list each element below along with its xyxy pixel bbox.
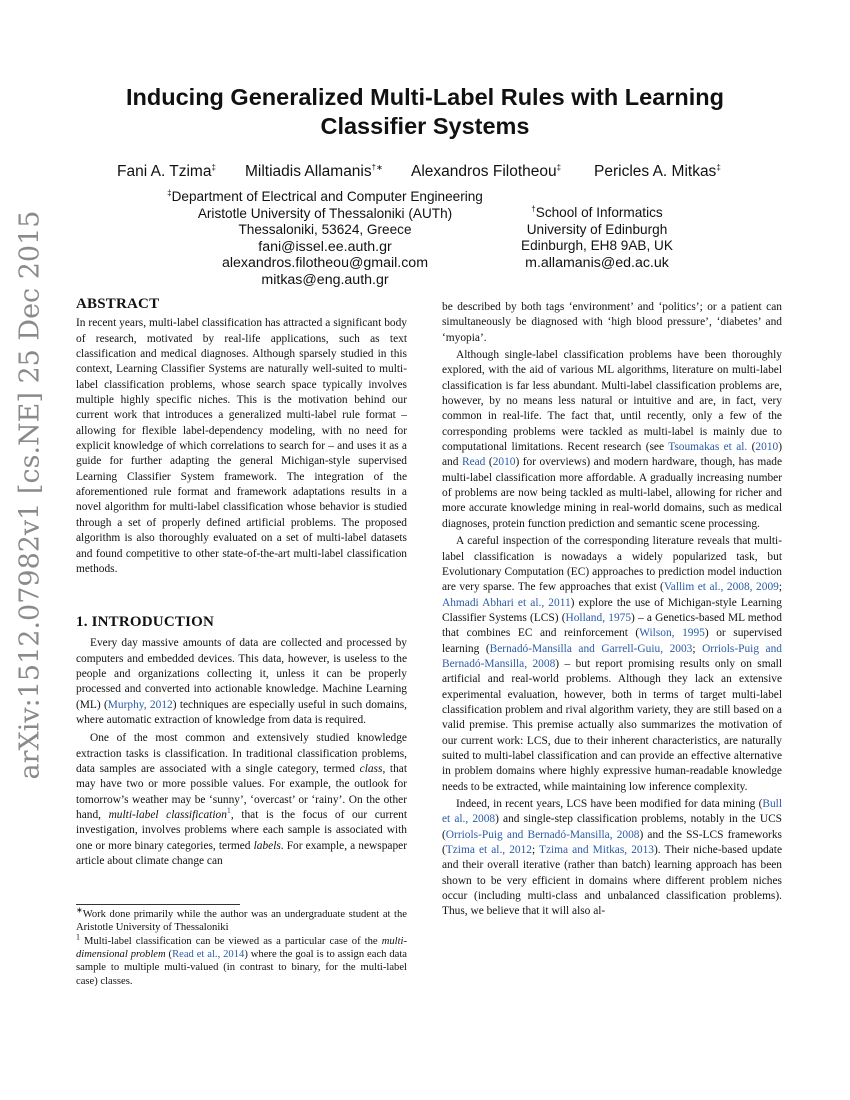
arxiv-identifier: arXiv:1512.07982v1 [cs.NE] 25 Dec 2015: [14, 210, 46, 780]
citation-link[interactable]: Murphy, 2012: [107, 698, 173, 711]
citation-link[interactable]: Tsoumakas et al.: [668, 441, 748, 454]
citation-link[interactable]: Holland, 1975: [565, 611, 632, 624]
citation-link[interactable]: 2010: [492, 456, 516, 469]
footnote-divider: [76, 904, 240, 905]
affiliation-line: ‡Department of Electrical and Computer Engineering: [167, 188, 483, 204]
citation-link[interactable]: Tzima et al., 2012: [445, 844, 532, 857]
abstract-text: In recent years, multi-label classification has attracted a significant body of research, motivated by real-life applications, such as text classification and medical diagnoses. Although sparsely studied in this context, Learning Classifier Systems are naturally well-suited to multi-label classification problems, whose search space typically involves multiple highly specific niches. This is the motivation behind our current work that introduces a generalized multi-label rule format – allowing for flexible label-dependency modeling, with no need for explicit knowledge of which correlations to search for – and uses it as a guide for further adapting the general Michigan-style supervised Learning Classifier System framework. The integration of the aforementioned rule format and framework adaptations results in a novel algorithm for multi-label classification whose behavior is studied through a set of properly defined artificial problems. The proposed algorithm is also thoroughly evaluated on a set of multi-label datasets and found competitive to other state-of-the-art multi-label classification methods.: [76, 317, 407, 575]
affiliation-line: Thessaloniki, 53624, Greece: [238, 222, 412, 237]
introduction-section: [76, 615, 407, 870]
citation-link[interactable]: 2010: [755, 441, 779, 454]
paragraph: be described by both tags ‘environment’ and ‘politics’; or a patient can simultaneously be diagnosed with ‘high blood pressure’, ‘diabetes’ and ‘myopia’.: [442, 301, 782, 344]
abstract-heading: ABSTRACT: [76, 296, 160, 312]
citation-link[interactable]: Orriols-Puig and Bernadó-Mansilla, 2008: [442, 642, 783, 670]
footnote-one: $^1$ Multi-label classification can be viewed as a particular case of the multi-dimensional problem (Read et al., 2014) where the goal is to assign each data sample to multiple multi-valued (in contrast to binary, for the multi-label case) classes.: [76, 932, 407, 987]
paragraph: One of the most common and extensively studied knowledge extraction tasks is classification. In traditional classification problems, data samples are associated with a single category, termed class, that may have two or more possible values. For example, the outlook for tomorrow’s weather may be ‘sunny’, ‘overcast’ or ‘rainy’. On the other hand, multi-label classification$^1$, that is the focus of our current investigation, involves problems where each sample is associated with one or more binary categories, termed labels. For example, a newspaper article about climate change can: [76, 732, 408, 868]
footnote-marker[interactable]: 1: [226, 806, 231, 816]
citation-link[interactable]: Tzima and Mitkas, 2013: [539, 844, 654, 857]
paper-title: Inducing Generalized Multi-Label Rules with Learning Classifier Systems: [126, 84, 724, 139]
citation-link[interactable]: Orriols-Puig and Bernadó-Mansilla, 2008: [445, 828, 640, 841]
affiliation-line: University of Edinburgh: [526, 221, 668, 237]
author: Pericles A. Mitkas‡: [594, 162, 721, 180]
citation-link[interactable]: Bull et al., 2008: [442, 798, 782, 826]
affiliation-auth: [150, 189, 500, 288]
author: Miltiadis Allamanis†∗: [245, 162, 383, 180]
affiliation-line: †School of Informatics: [531, 204, 663, 220]
email-address[interactable]: fani@issel.ee.auth.gr: [258, 238, 392, 255]
affiliation-line: Aristotle University of Thessaloniki (AUTh): [197, 205, 453, 221]
paragraph: Although single-label classification problems have been thoroughly explored, with the aid of various ML algorithms, literature on multi-label classification is far less abundant. Multi-label classification problems are, however, by no means less natural or intuitive and are, in fact, very common in real-life. The fact that, until recently, only a few of the corresponding problems were tackled as multi-label is mainly due to computational limitations. Recent research (see Tsoumakas et al. (2010) and Read (2010) for overviews) and modern hardware, though, has made multi-label classification more affordable. A gradually increasing number of problems are now being tackled as multi-label, allowing for richer and more accurate knowledge mining in real-world domains, such as medical diagnoses, protein function prediction and semantic scene processing.: [442, 349, 783, 530]
paragraph: Indeed, in recent years, LCS have been modified for data mining (Bull et al., 2008) and single-step classification problems, notably in the UCS (Orriols-Puig and Bernadó-Mansilla, 2008) and the SS-LCS frameworks (Tzima et al., 2012; Tzima and Mitkas, 2013). Their niche-based update and their overall iterative (rather than batch) learning approach has been shown to be very efficient in domains where different problem niches occur (including multi-class and unbalanced classification problems). Thus, we believe that it will also al-: [442, 798, 783, 918]
email-address[interactable]: alexandros.filotheou@gmail.com: [221, 255, 429, 271]
author: Alexandros Filotheou‡: [411, 162, 562, 180]
abstract-section: [76, 297, 407, 577]
section-heading: 1. INTRODUCTION: [76, 614, 215, 630]
paragraph: Every day massive amounts of data are collected and processed by computers and embedded devices. This data, however, is useless to the people and organizations collecting it, unless it can be properly processed and converted into actionable knowledge. Machine Learning (ML) (Murphy, 2012) techniques are especially useful in such domains, where automatic extraction of knowledge from data is required.: [76, 637, 407, 727]
affiliation-edinburgh: [497, 205, 697, 271]
affiliation-line: Edinburgh, EH8 9AB, UK: [521, 238, 673, 253]
citation-link[interactable]: Read: [461, 456, 486, 469]
citation-link[interactable]: Bernadó-Mansilla and Garrell-Guiu, 2003: [489, 642, 693, 655]
email-address[interactable]: m.allamanis@ed.ac.uk: [525, 254, 669, 271]
author-list: [100, 163, 750, 185]
right-column: [442, 300, 782, 920]
author: Fani A. Tzima‡: [117, 162, 216, 180]
paragraph: A careful inspection of the corresponding literature reveals that multi-label classification is nowadays a widely popularized task, but Evolutionary Computation (EC) approaches to prediction model induction are very sparse. The few approaches that exist (Vallim et al., 2008, 2009; Ahmadi Abhari et al., 2011) explore the use of Michigan-style Learning Classifier Systems (LCS) (Holland, 1975) – a Genetics-based ML method that combines EC and reinforcement (Wilson, 1995) or supervised learning (Bernadó-Mansilla and Garrell-Guiu, 2003; Orriols-Puig and Bernadó-Mansilla, 2008) – but report promising results only on small artificial and real-world problems. Although they lack an extensive experimental evaluation, however, both in terms of target multi-label classification problem and rival algorithm variety, they are still based on a valid premise. This premise actually also summarizes the motivation of our current work: LCS, due to their inherent characteristics, are naturally suited to multi-label classification and can provide an effective alternative in problem domains where highly expressive human-readable knowledge needs to be extracted, while maintaining low inference complexity.: [442, 535, 783, 793]
citation-link[interactable]: Read et al., 2014: [172, 949, 245, 961]
citation-link[interactable]: Wilson, 1995: [639, 627, 705, 640]
citation-link[interactable]: Ahmadi Abhari et al., 2011: [442, 596, 571, 609]
footnote-star: ∗Work done primarily while the author was an undergraduate student at the Aristotle University of Thessaloniki: [76, 905, 407, 934]
citation-link[interactable]: Vallim et al., 2008, 2009: [663, 581, 779, 594]
email-address[interactable]: mitkas@eng.auth.gr: [261, 271, 389, 288]
